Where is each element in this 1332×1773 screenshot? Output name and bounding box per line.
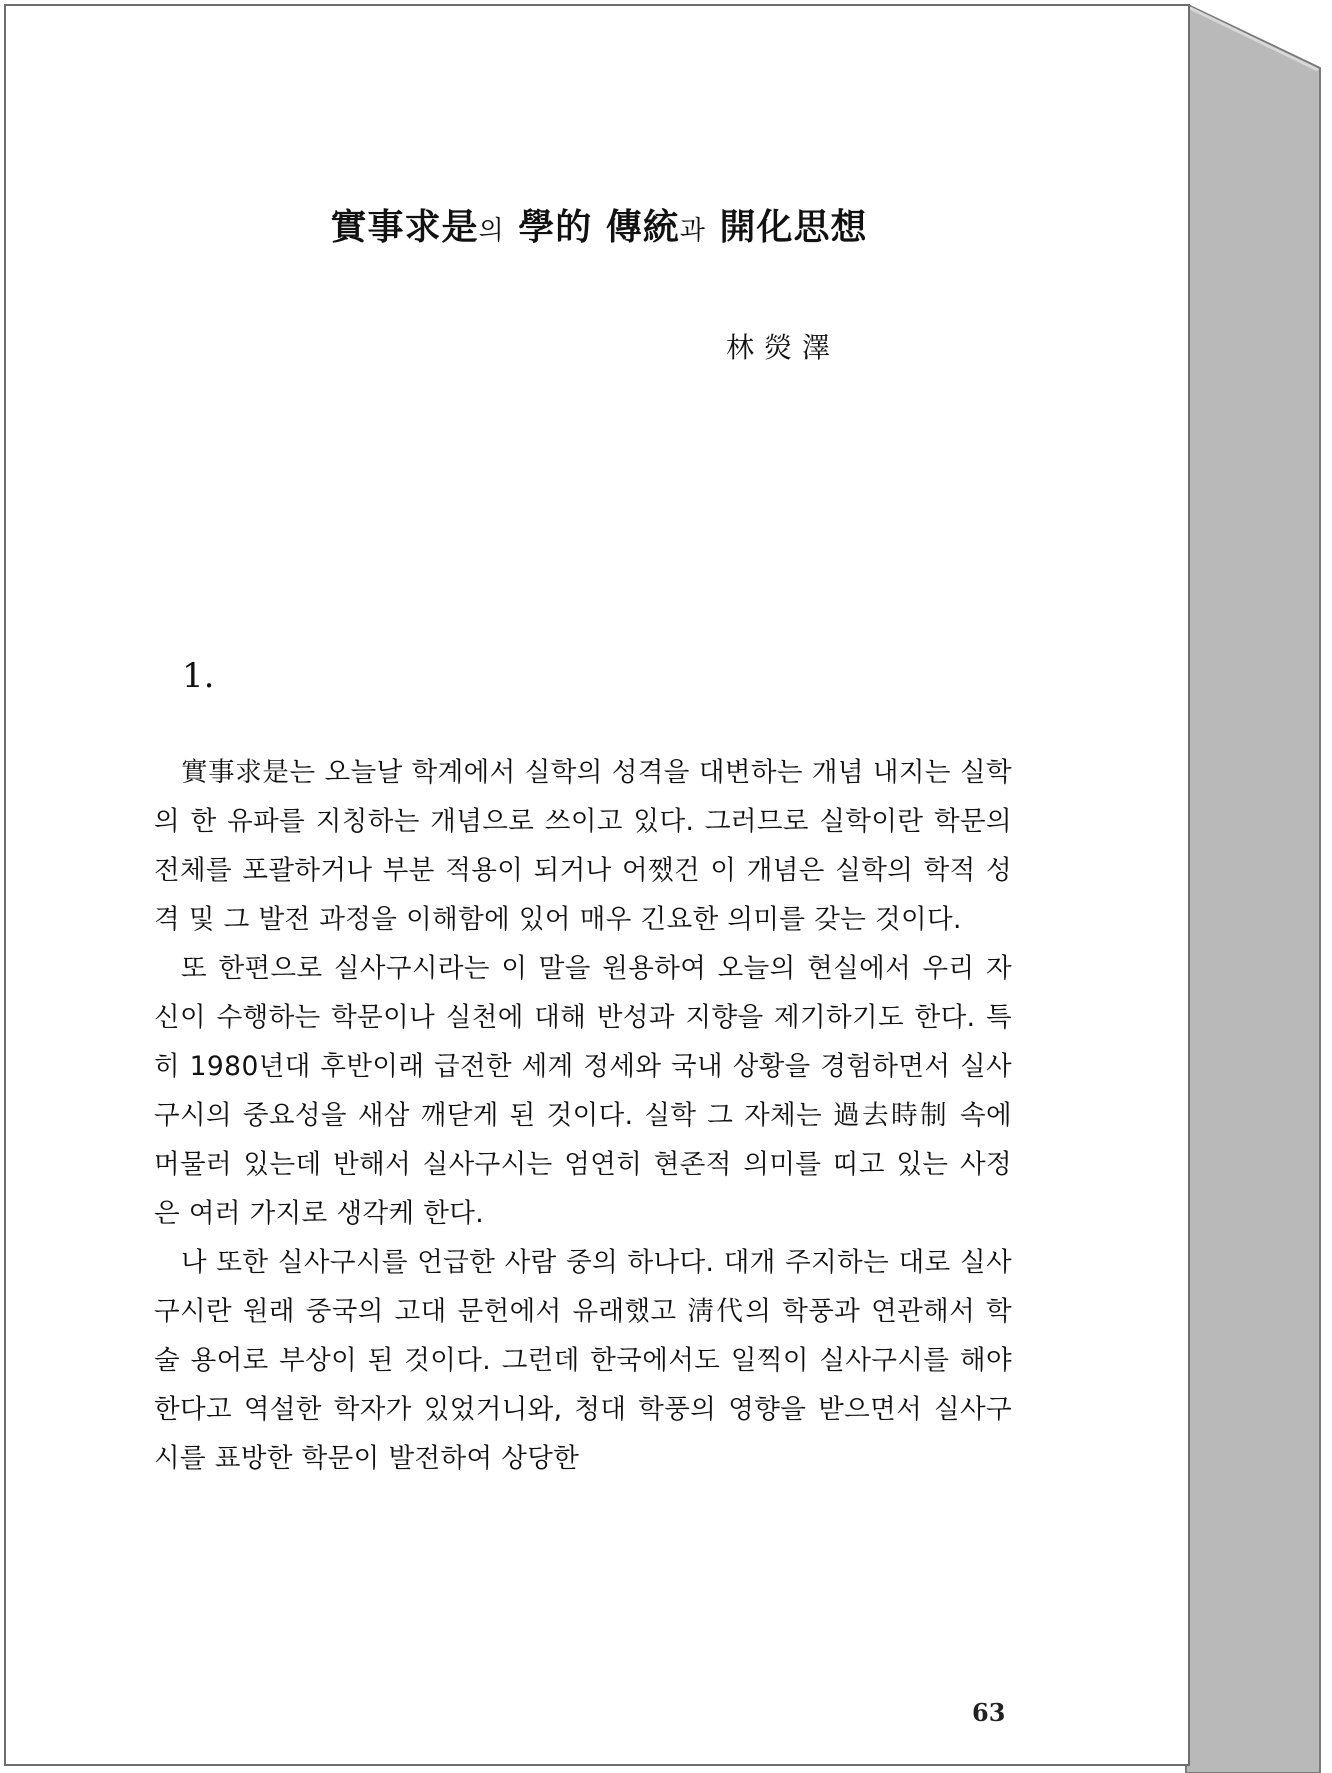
title-particle-1: 의 [478, 216, 505, 246]
paragraph-3: 나 또한 실사구시를 언급한 사람 중의 하나다. 대개 주지하는 대로 실사구시란 원래 중국의 고대 문헌에서 유래했고 淸代의 학풍과 연관해서 학술 용어로 부상이 된 것이다. 그런데 한국에서도 일찍이 실사구시를 해야 한다고 역설한 학자가 있었거니와, 청대 학풍의 영향을 받으면서 실사구시를 표방한 학문이 발전하여 상당한 [154, 1247, 1012, 1474]
section-number: 1. [182, 656, 215, 696]
document-page [4, 4, 1190, 1766]
page-number: 63 [972, 1698, 1006, 1727]
paragraph-1: 實事求是는 오늘날 학계에서 실학의 성격을 대변하는 개념 내지는 실학의 한 유파를 지칭하는 개념으로 쓰이고 있다. 그러므로 실학이란 학문의 전체를 포괄하거나 부분 적용이 되거나 어쨌건 이 개념은 실학의 학적 성격 및 그 발전 과정을 이해함에 있어 매우 긴요한 의미를 갖는 것이다. [154, 757, 1012, 935]
author-name: 林熒澤 [726, 331, 841, 364]
title-part-1: 實事求是 [330, 206, 479, 248]
title-part-3: 開化思想 [719, 206, 868, 248]
body-text [154, 748, 1012, 1483]
title-part-2: 學的 傳統 [518, 206, 680, 248]
title-particle-2: 과 [679, 216, 706, 246]
page-title [6, 199, 1192, 250]
paragraph-2: 또 한편으로 실사구시라는 이 말을 원용하여 오늘의 현실에서 우리 자신이 수행하는 학문이나 실천에 대해 반성과 지향을 제기하기도 한다. 특히 1980년대 후반이래 급전한 세계 정세와 국내 상황을 경험하면서 실사구시의 중요성을 새삼 깨닫게 된 것이다. 실학 그 자체는 過去時制 속에 머물러 있는데 반해서 실사구시는 엄연히 현존적 의미를 띠고 있는 사정은 여러 가지로 생각케 한다. [154, 953, 1012, 1229]
